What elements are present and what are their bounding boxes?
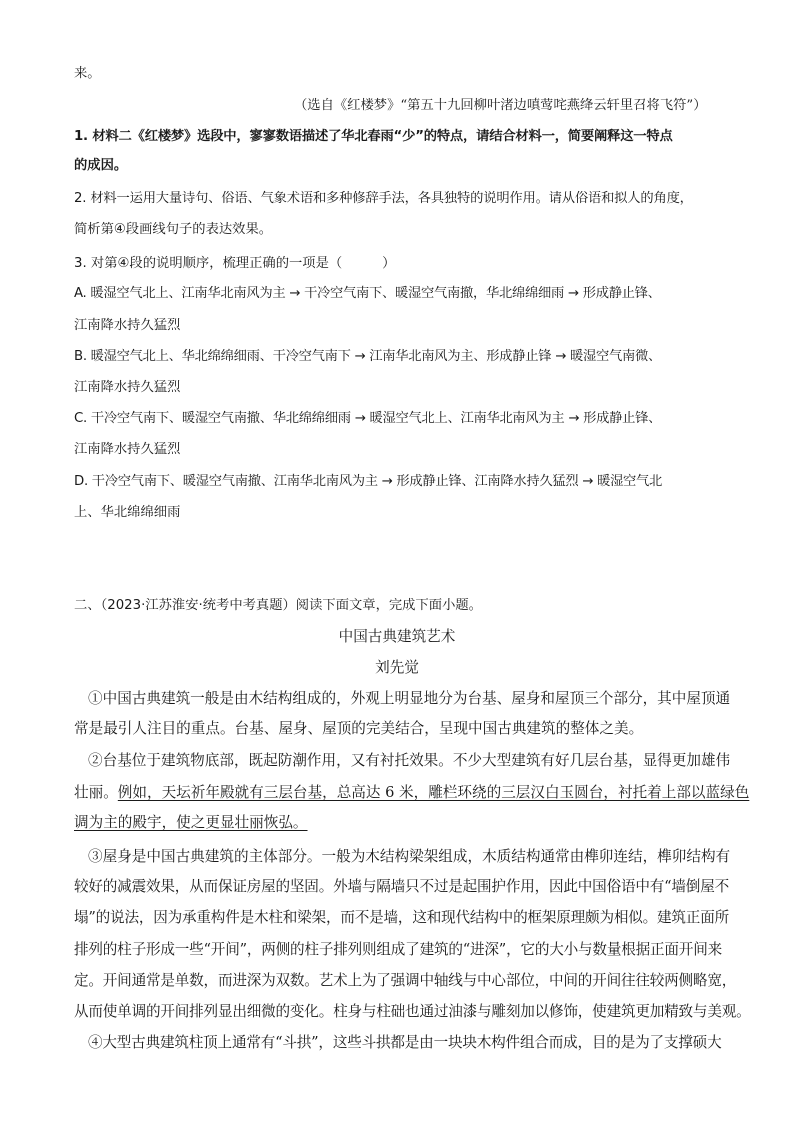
question-2-line-1: 2. 材料一运用大量诗句、俗语、气象术语和多种修辞手法，各具独特的说明作用。请从俗语和拟人的角度， [74, 191, 693, 206]
paragraph-3-line-6: 从而使单调的开间排列显出细微的变化。柱身与柱础也通过油漆与雕刻加以修饰，使建筑更加精致与美观。 [74, 1003, 751, 1020]
option-d-line-2: 上、华北绵绵细雨 [74, 505, 181, 520]
paragraph-4-line-1: ④大型古典建筑柱顶上通常有“斗拱”，这些斗拱都是由一块块木构件组合而成，目的是为了支撑硕大 [88, 1034, 722, 1051]
question-1-line-1: 1. 材料二《红楼梦》选段中，寥寥数语描述了华北春雨“少”的特点，请结合材料一，简要阐释这一特点 [74, 129, 673, 144]
passage-ending: 来。 [74, 66, 101, 81]
section-2-header: 二、（2023·江苏淮安·统考中考真题）阅读下面文章，完成下面小题。 [74, 598, 482, 613]
paragraph-3-line-3: 塌”的说法，因为承重构件是木柱和梁架，而不是墙，这和现代结构中的框架原理颇为相似。建筑正面所 [74, 909, 729, 926]
paragraph-1-line-2: 常是最引人注目的重点。台基、屋身、屋顶的完美结合，呈现中国古典建筑的整体之美。 [74, 720, 644, 737]
option-a-line-1: A. 暖湿空气北上、江南华北南风为主 → 干冷空气南下、暖湿空气南撤，华北绵绵细雨 → 形成静止锋、 [74, 286, 661, 301]
option-d-line-1: D. 干冷空气南下、暖湿空气南撤、江南华北南风为主 → 形成静止锋、江南降水持久猛烈 → 暖湿空气北 [74, 474, 663, 489]
paragraph-3-line-2: 较好的减震效果，从而保证房屋的坚固。外墙与隔墙只不过是起围护作用，因此中国俗语中有“墙倒屋不 [74, 878, 729, 895]
option-c-line-1: C. 干冷空气南下、暖湿空气南撤、华北绵绵细雨 → 暖湿空气北上、江南华北南风为主 → 形成静止锋、 [74, 411, 662, 426]
question-2-line-2: 简析第④段画线句子的表达效果。 [74, 222, 273, 237]
paragraph-3-line-1: ③屋身是中国古典建筑的主体部分。一般为木结构梁架组成，木质结构通常由榫卯连结，榫卯结构有 [88, 848, 731, 865]
paragraph-3-line-4: 排列的柱子形成一些“开间”，两侧的柱子排列则组成了建筑的“进深”，它的大小与数量根据正面开间来 [74, 941, 722, 958]
option-b-line-1: B. 暖湿空气北上、华北绵绵细雨、干冷空气南下 → 江南华北南风为主、形成静止锋 → 暖湿空气南微、 [74, 349, 661, 364]
paragraph-3-line-5: 定。开间通常是单数，而进深为双数。艺术上为了强调中轴线与中心部位，中间的开间往往较两侧略宽， [74, 972, 737, 989]
question-3-stem: 3. 对第④段的说明顺序，梳理正确的一项是（ ） [74, 256, 396, 271]
paragraph-2-line-1: ②台基位于建筑物底部，既起防潮作用，又有衬托效果。不少大型建筑有好几层台基，显得更加雄伟 [88, 752, 731, 769]
question-1-line-2: 的成因。 [74, 158, 128, 173]
underlined-sentence-part-2: 调为主的殿宇，使之更显壮丽恢弘。 [74, 814, 308, 831]
paragraph-1-line-1: ①中国古典建筑一般是由木结构组成的，外观上明显地分为台基、屋身和屋顶三个部分，其中屋顶通 [88, 690, 731, 707]
article-title: 中国古典建筑艺术 [338, 628, 456, 645]
article-author: 刘先觉 [375, 659, 419, 676]
paragraph-2-line-2 [74, 783, 749, 803]
source-citation: （选自《红楼梦》“第五十九回柳叶渚边嗔莺咤燕绛云轩里召将飞符”） [294, 98, 707, 113]
option-a-line-2: 江南降水持久猛烈 [74, 318, 181, 333]
paragraph-2-line-2-plain: 壮丽。 [74, 784, 118, 801]
option-b-line-2: 江南降水持久猛烈 [74, 380, 181, 395]
option-c-line-2: 江南降水持久猛烈 [74, 442, 181, 457]
underlined-sentence-part-1: 例如，天坛祈年殿就有三层台基，总高达 6 米，雕栏环绕的三层汉白玉圆台，衬托着上部以蓝绿色 [117, 784, 750, 801]
